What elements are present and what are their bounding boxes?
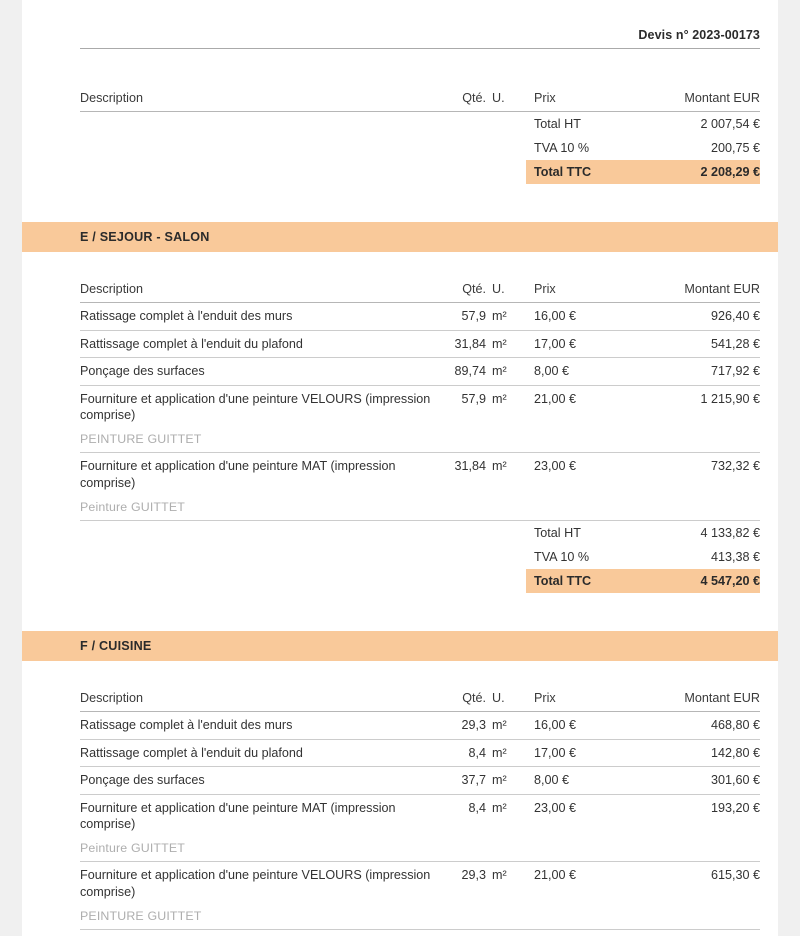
table-row	[80, 862, 760, 930]
total-ttc-row	[80, 569, 760, 593]
table-row	[80, 358, 760, 386]
line-item-amount: 468,80 €	[646, 712, 760, 740]
column-header-description: Description	[80, 87, 440, 112]
line-item-description: Ratissage complet à l'enduit des murs	[80, 718, 293, 733]
line-item-description: Rattissage complet à l'enduit du plafond	[80, 336, 303, 351]
total-ttc-label: Total TTC	[526, 160, 646, 184]
line-item-amount: 541,28 €	[646, 330, 760, 358]
line-item-description: Ponçage des surfaces	[80, 364, 205, 379]
column-header-price: Prix	[526, 687, 646, 712]
section-spacer	[80, 252, 760, 278]
line-item-description: Fourniture et application d'une peinture MAT (impression comprise)	[80, 459, 396, 491]
line-item-amount: 193,20 €	[646, 794, 760, 862]
line-item-description: Fourniture et application d'une peinture VELOURS (impression comprise)	[80, 868, 431, 900]
line-item-description-cell	[80, 303, 440, 331]
table-row	[80, 303, 760, 331]
line-item-quantity: 31,84	[440, 453, 492, 521]
line-item-amount: 926,40 €	[646, 303, 760, 331]
total-tva-value: 200,75 €	[710, 141, 760, 155]
line-item-description-cell	[80, 739, 440, 767]
line-item-unit: m²	[492, 739, 526, 767]
total-ht-row	[80, 112, 760, 136]
totals-spacer	[80, 521, 526, 545]
total-ht-value: 4 133,82 €	[700, 526, 760, 541]
line-item-description: Rattissage complet à l'enduit du plafond	[80, 745, 303, 760]
document-reference-header	[80, 0, 760, 42]
line-item-description: Ponçage des surfaces	[80, 773, 205, 788]
line-item-sublabel: PEINTURE GUITTET	[80, 432, 202, 447]
sections-container	[80, 222, 760, 936]
total-tva-row	[80, 545, 760, 569]
section-header-band	[22, 631, 778, 661]
column-header-unit: U.	[492, 687, 526, 712]
line-item-quantity: 89,74	[440, 358, 492, 386]
totals-spacer	[80, 136, 526, 160]
line-item-amount: 301,60 €	[646, 767, 760, 795]
column-header-unit: U.	[492, 87, 526, 112]
table-row	[80, 385, 760, 453]
line-item-description-cell	[80, 794, 440, 862]
line-item-sublabel: Peinture GUITTET	[80, 841, 185, 856]
section-header-band	[22, 222, 778, 252]
line-items-table	[80, 278, 760, 521]
line-item-unit: m²	[492, 767, 526, 795]
column-header-quantity: Qté.	[440, 687, 492, 712]
table-row	[80, 453, 760, 521]
continued-totals-block	[80, 112, 760, 184]
table-row	[80, 767, 760, 795]
column-header-amount: Montant EUR	[646, 687, 760, 712]
total-ttc-row	[80, 160, 760, 184]
column-header-description: Description	[80, 687, 440, 712]
table-row	[80, 712, 760, 740]
line-items-table	[80, 687, 760, 930]
line-item-price: 17,00 €	[526, 739, 646, 767]
section-totals-block	[80, 521, 760, 593]
line-item-unit: m²	[492, 453, 526, 521]
total-tva-label: TVA 10 %	[534, 141, 590, 155]
line-item-quantity: 37,7	[440, 767, 492, 795]
line-item-amount: 142,80 €	[646, 739, 760, 767]
column-header-description: Description	[80, 278, 440, 303]
total-tva-label: TVA 10 %	[534, 550, 590, 565]
line-item-quantity: 57,9	[440, 385, 492, 453]
line-item-unit: m²	[492, 794, 526, 862]
total-ht-row	[80, 521, 760, 545]
table-header-row	[80, 278, 760, 303]
line-item-amount: 717,92 €	[646, 358, 760, 386]
line-item-description-cell	[80, 358, 440, 386]
line-item-unit: m²	[492, 712, 526, 740]
column-header-unit: U.	[492, 278, 526, 303]
table-row	[80, 330, 760, 358]
line-item-price: 8,00 €	[526, 358, 646, 386]
line-item-description-cell	[80, 385, 440, 453]
section-spacer	[80, 930, 760, 936]
line-item-amount: 615,30 €	[646, 862, 760, 930]
document-reference: Devis n° 2023-00173	[638, 28, 760, 42]
column-header-amount: Montant EUR	[646, 278, 760, 303]
header-spacer	[80, 49, 760, 87]
total-ht-label: Total HT	[534, 526, 581, 541]
line-item-price: 16,00 €	[526, 303, 646, 331]
line-item-quantity: 29,3	[440, 862, 492, 930]
total-ttc-value: 4 547,20 €	[646, 569, 760, 593]
column-header-price: Prix	[526, 87, 646, 112]
section-spacer	[80, 661, 760, 687]
line-item-description: Fourniture et application d'une peinture VELOURS (impression comprise)	[80, 391, 431, 423]
line-item-unit: m²	[492, 358, 526, 386]
line-item-quantity: 8,4	[440, 739, 492, 767]
totals-spacer	[80, 569, 526, 593]
line-item-price: 23,00 €	[526, 453, 646, 521]
line-item-quantity: 31,84	[440, 330, 492, 358]
line-item-amount: 1 215,90 €	[646, 385, 760, 453]
line-item-unit: m²	[492, 330, 526, 358]
total-ttc-value: 2 208,29 €	[646, 160, 760, 184]
continued-totals-table	[80, 87, 760, 112]
line-item-description-cell	[80, 862, 440, 930]
column-header-price: Prix	[526, 278, 646, 303]
line-item-price: 23,00 €	[526, 794, 646, 862]
line-item-price: 16,00 €	[526, 712, 646, 740]
line-item-quantity: 8,4	[440, 794, 492, 862]
total-tva-row	[80, 136, 760, 160]
line-item-quantity: 29,3	[440, 712, 492, 740]
line-item-sublabel: Peinture GUITTET	[80, 499, 185, 514]
line-item-description: Fourniture et application d'une peinture MAT (impression comprise)	[80, 800, 396, 832]
document-page	[22, 0, 778, 936]
line-item-unit: m²	[492, 385, 526, 453]
line-item-price: 17,00 €	[526, 330, 646, 358]
line-item-description-cell	[80, 330, 440, 358]
line-item-description-cell	[80, 767, 440, 795]
total-ht-value: 2 007,54 €	[700, 117, 760, 131]
line-item-sublabel: PEINTURE GUITTET	[80, 908, 202, 923]
table-row	[80, 794, 760, 862]
line-item-price: 21,00 €	[526, 385, 646, 453]
table-header-row	[80, 687, 760, 712]
line-item-price: 21,00 €	[526, 862, 646, 930]
total-tva-value: 413,38 €	[710, 550, 760, 565]
column-header-amount: Montant EUR	[646, 87, 760, 112]
totals-spacer	[80, 160, 526, 184]
column-header-quantity: Qté.	[440, 87, 492, 112]
totals-spacer	[80, 112, 526, 136]
section-title: E / SEJOUR - SALON	[80, 230, 210, 244]
line-item-unit: m²	[492, 862, 526, 930]
section-title: F / CUISINE	[80, 639, 152, 654]
totals-spacer	[80, 545, 526, 569]
section-spacer	[80, 184, 760, 222]
total-ht-label: Total HT	[534, 117, 581, 131]
section-spacer	[80, 593, 760, 631]
line-item-amount: 732,32 €	[646, 453, 760, 521]
line-item-description-cell	[80, 453, 440, 521]
total-ttc-label: Total TTC	[526, 569, 646, 593]
line-item-description-cell	[80, 712, 440, 740]
line-item-quantity: 57,9	[440, 303, 492, 331]
line-item-price: 8,00 €	[526, 767, 646, 795]
table-header-row	[80, 87, 760, 112]
table-row	[80, 739, 760, 767]
line-item-description: Ratissage complet à l'enduit des murs	[80, 309, 293, 323]
column-header-quantity: Qté.	[440, 278, 492, 303]
line-item-unit: m²	[492, 303, 526, 331]
